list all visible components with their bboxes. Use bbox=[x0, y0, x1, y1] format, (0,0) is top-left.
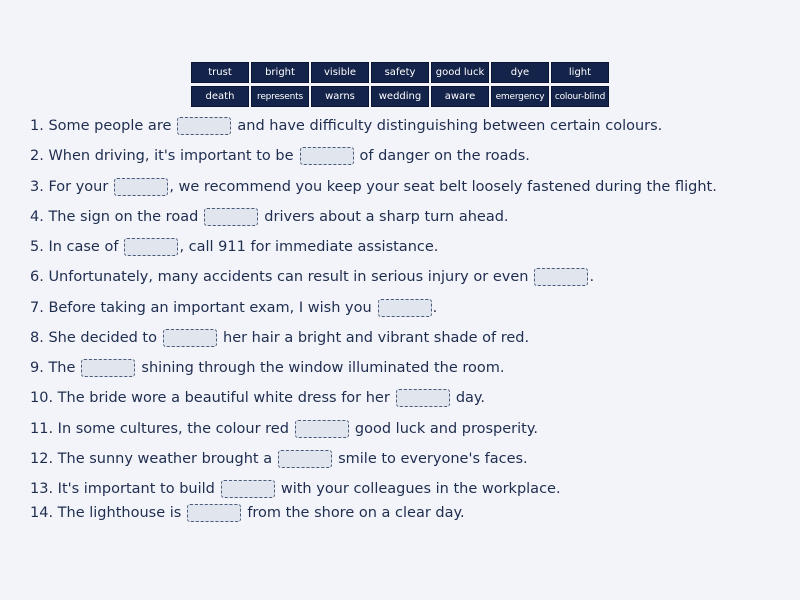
word-bank bbox=[191, 62, 611, 107]
answer-blank-5[interactable] bbox=[124, 238, 178, 256]
question-text-before: 12. The sunny weather brought a bbox=[30, 451, 273, 467]
question-text-after: smile to everyone's faces. bbox=[338, 451, 528, 467]
question-14 bbox=[30, 502, 465, 524]
question-12 bbox=[30, 448, 528, 470]
question-text-after: from the shore on a clear day. bbox=[247, 505, 465, 521]
question-5 bbox=[30, 236, 438, 258]
answer-blank-6[interactable] bbox=[534, 268, 588, 286]
answer-blank-9[interactable] bbox=[81, 359, 135, 377]
word-tile-colour-blind[interactable]: colour-blind bbox=[551, 86, 609, 107]
word-tile-wedding[interactable]: wedding bbox=[371, 86, 429, 107]
question-text-after: and have difficulty distinguishing between certain colours. bbox=[237, 118, 663, 134]
answer-blank-8[interactable] bbox=[163, 329, 217, 347]
question-11 bbox=[30, 418, 538, 440]
word-tile-emergency[interactable]: emergency bbox=[491, 86, 549, 107]
answer-blank-3[interactable] bbox=[114, 178, 168, 196]
question-text-before: 5. In case of bbox=[30, 239, 119, 255]
answer-blank-11[interactable] bbox=[295, 420, 349, 438]
word-tile-aware[interactable]: aware bbox=[431, 86, 489, 107]
word-tile-warns[interactable]: warns bbox=[311, 86, 369, 107]
question-text-before: 1. Some people are bbox=[30, 118, 172, 134]
question-1 bbox=[30, 115, 662, 137]
question-text-after: her hair a bright and vibrant shade of red. bbox=[223, 330, 530, 346]
question-text-after: day. bbox=[455, 390, 486, 406]
answer-blank-4[interactable] bbox=[204, 208, 258, 226]
question-text-before: 6. Unfortunately, many accidents can result in serious injury or even bbox=[30, 269, 529, 285]
word-tile-trust[interactable]: trust bbox=[191, 62, 249, 83]
question-10 bbox=[30, 387, 485, 409]
question-text-after: , we recommend you keep your seat belt loosely fastened during the flight. bbox=[169, 179, 717, 195]
question-text-after: of danger on the roads. bbox=[359, 148, 530, 164]
question-text-before: 3. For your bbox=[30, 179, 109, 195]
answer-blank-13[interactable] bbox=[221, 480, 275, 498]
question-4 bbox=[30, 206, 509, 228]
question-text-after: good luck and prosperity. bbox=[354, 421, 538, 437]
question-8 bbox=[30, 327, 529, 349]
word-tile-dye[interactable]: dye bbox=[491, 62, 549, 83]
question-9 bbox=[30, 357, 504, 379]
question-text-before: 2. When driving, it's important to be bbox=[30, 148, 294, 164]
question-3 bbox=[30, 176, 717, 198]
question-text-before: 13. It's important to build bbox=[30, 481, 215, 497]
question-text-before: 8. She decided to bbox=[30, 330, 157, 346]
answer-blank-1[interactable] bbox=[177, 117, 231, 135]
question-text-after: shining through the window illuminated the room. bbox=[141, 360, 505, 376]
question-text-after: drivers about a sharp turn ahead. bbox=[264, 209, 509, 225]
question-text-before: 10. The bride wore a beautiful white dress for her bbox=[30, 390, 390, 406]
question-text-before: 11. In some cultures, the colour red bbox=[30, 421, 289, 437]
word-tile-represents[interactable]: represents bbox=[251, 86, 309, 107]
answer-blank-7[interactable] bbox=[378, 299, 432, 317]
word-tile-light[interactable]: light bbox=[551, 62, 609, 83]
question-7 bbox=[30, 297, 437, 319]
word-tile-good-luck[interactable]: good luck bbox=[431, 62, 489, 83]
answer-blank-2[interactable] bbox=[300, 147, 354, 165]
word-tile-visible[interactable]: visible bbox=[311, 62, 369, 83]
answer-blank-14[interactable] bbox=[187, 504, 241, 522]
question-text-before: 4. The sign on the road bbox=[30, 209, 199, 225]
question-text-before: 14. The lighthouse is bbox=[30, 505, 182, 521]
question-text-after: , call 911 for immediate assistance. bbox=[179, 239, 439, 255]
question-2 bbox=[30, 145, 530, 167]
question-6 bbox=[30, 266, 594, 288]
question-text-before: 7. Before taking an important exam, I wish you bbox=[30, 300, 372, 316]
word-tile-safety[interactable]: safety bbox=[371, 62, 429, 83]
word-tile-death[interactable]: death bbox=[191, 86, 249, 107]
answer-blank-10[interactable] bbox=[396, 389, 450, 407]
question-text-after: . bbox=[432, 300, 438, 316]
question-text-after: with your colleagues in the workplace. bbox=[280, 481, 561, 497]
question-13 bbox=[30, 478, 561, 500]
answer-blank-12[interactable] bbox=[278, 450, 332, 468]
question-text-before: 9. The bbox=[30, 360, 76, 376]
word-tile-bright[interactable]: bright bbox=[251, 62, 309, 83]
question-text-after: . bbox=[589, 269, 595, 285]
